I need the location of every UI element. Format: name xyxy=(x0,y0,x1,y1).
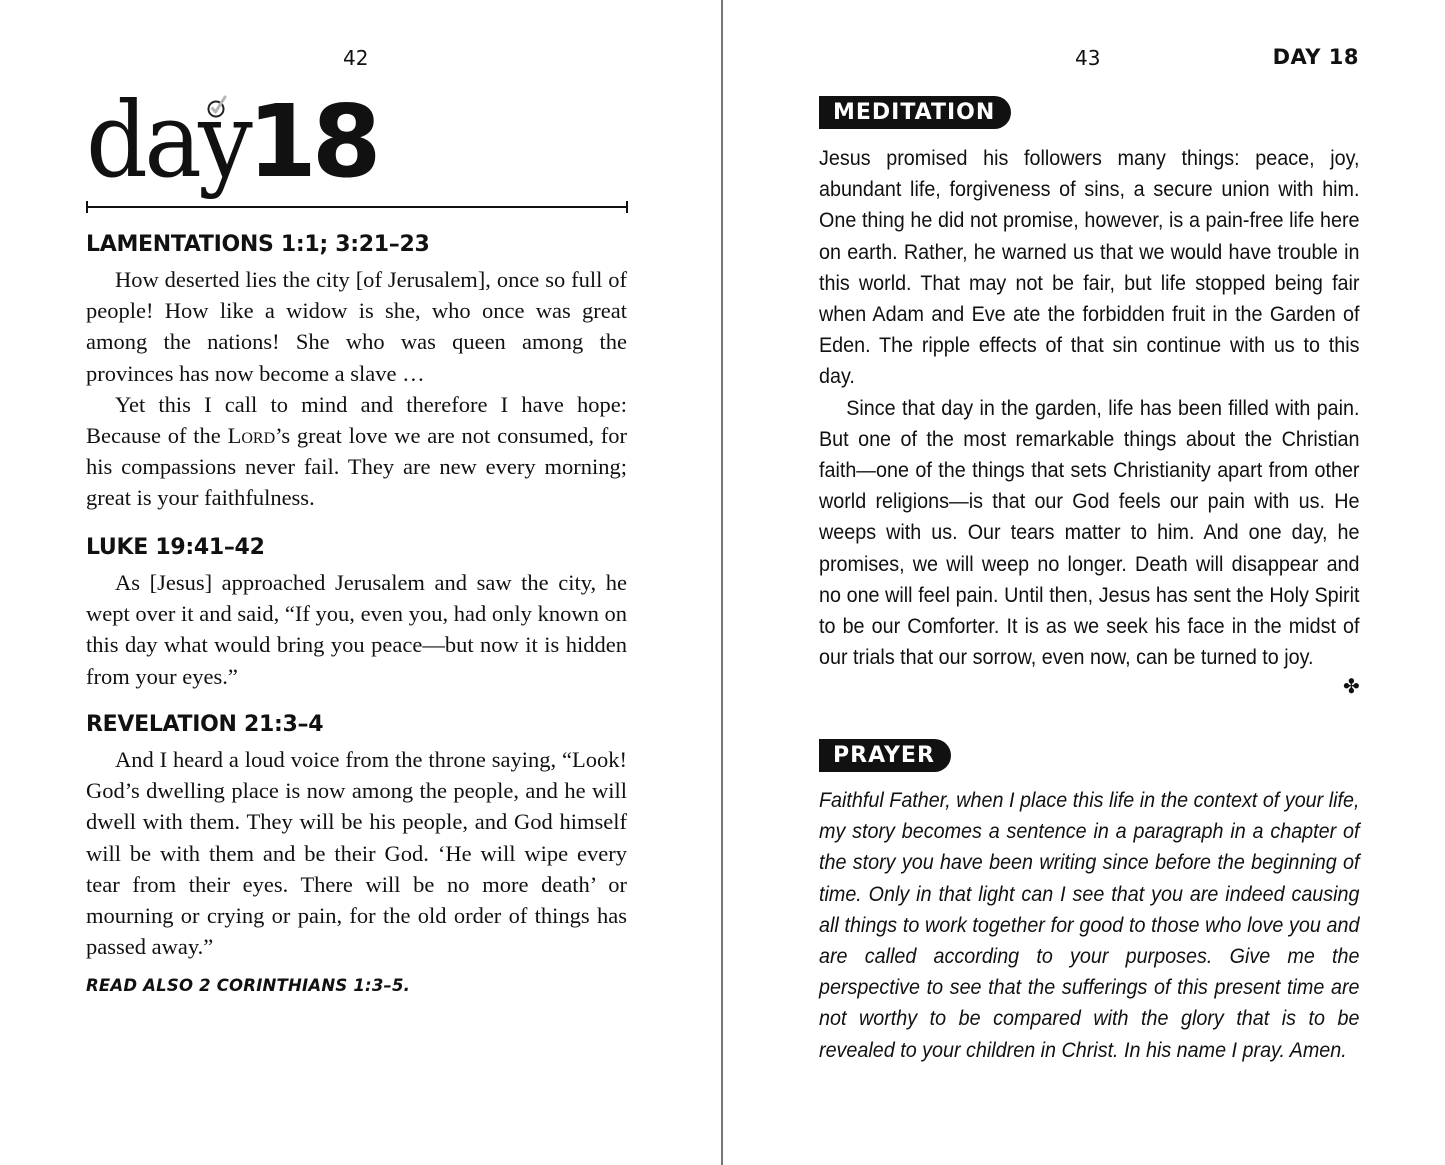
scripture-reference: LUKE 19:41–42 xyxy=(86,535,265,560)
page-number: 42 xyxy=(343,46,369,70)
verse-paragraph: Yet this I call to mind and therefore I have hope: Because of the Lord’s great love we are not consumed, for his compassions never fail. They are new every morning; great is your faithfulness. xyxy=(86,391,627,511)
meditation-body xyxy=(819,143,1360,673)
reading-luke xyxy=(86,533,627,692)
meditation-paragraph: Since that day in the garden, life has been filled with pain. But one of the most remarkable things about the Christian faith—one of the things that sets Christianity apart from other world religions—is that our God feels our pain with us. He weeps with us. Our tears matter to him. And one day, he promises, we will weep no longer. Death will disappear and no one will feel pain. Until then, Jesus has sent the Holy Spirit to be our Comforter. It is as we seek his face in the midst of our trials that our sorrow, even now, can be turned to joy. xyxy=(819,396,1360,670)
title-rule xyxy=(86,201,628,213)
verse-paragraph: How deserted lies the city [of Jerusalem], once so full of people! How like a widow is she, who once was great among the nations! She who was queen among the provinces has now become a slave … xyxy=(86,267,627,386)
verse-paragraph: And I heard a loud voice from the throne saying, “Look! God’s dwelling place is now among the people, and he will dwell with them. They will be his people, and God himself will be with them and be their God. ‘He will wipe every tear from their eyes. There will be no more death’ or mourning or crying or pain, for the old order of things has passed away.” xyxy=(86,747,627,960)
fleuron-icon: ✤ xyxy=(1343,674,1360,698)
read-also-note: READ ALSO 2 CORINTHIANS 1:3–5. xyxy=(86,976,411,996)
scripture-reference: LAMENTATIONS 1:1; 3:21–23 xyxy=(86,232,430,257)
prayer-label: PRAYER xyxy=(819,739,951,772)
running-head: DAY 18 xyxy=(1272,45,1359,69)
right-page xyxy=(723,0,1445,1165)
page-number: 43 xyxy=(1075,46,1101,70)
reading-lamentations xyxy=(86,230,627,514)
left-page xyxy=(0,0,722,1165)
prayer-body xyxy=(819,785,1360,1066)
prayer-paragraph: Faithful Father, when I place this life in the context of your life, my story becomes a sentence in a paragraph in a chapter of the story you have been writing since before the beginning of time. Only in that light can I see that you are indeed causing all things to work together for good to those who love you and are called according to your purposes. Give me the perspective to see that the sufferings of this present time are not worthy to be compared with the glory that is to be revealed to your children in Christ. In his name I pray. Amen. xyxy=(819,789,1360,1062)
verse-paragraph: As [Jesus] approached Jerusalem and saw the city, he wept over it and said, “If you, even you, had only known on this day what would bring you peace—but now it is hidden from your eyes.” xyxy=(86,570,627,689)
day-word: day xyxy=(86,79,250,201)
checkmark-circle-icon[interactable] xyxy=(206,94,232,120)
day-number: 18 xyxy=(247,83,377,200)
meditation-label: MEDITATION xyxy=(819,96,1011,129)
reading-revelation xyxy=(86,710,627,995)
scripture-reference: REVELATION 21:3–4 xyxy=(86,712,324,737)
meditation-paragraph: Jesus promised his followers many things: peace, joy, abundant life, forgiveness of sins, a secure union with him. One thing he did not promise, however, is a pain-free life here on earth. Rather, he warned us that we would have trouble in this world. That may not be fair, but life stopped being fair when Adam and Eve ate the forbidden fruit in the Garden of Eden. The ripple effects of that sin continue with us to this day. xyxy=(819,147,1360,389)
day-heading xyxy=(86,79,377,208)
small-caps-lord: Lord xyxy=(227,423,276,449)
